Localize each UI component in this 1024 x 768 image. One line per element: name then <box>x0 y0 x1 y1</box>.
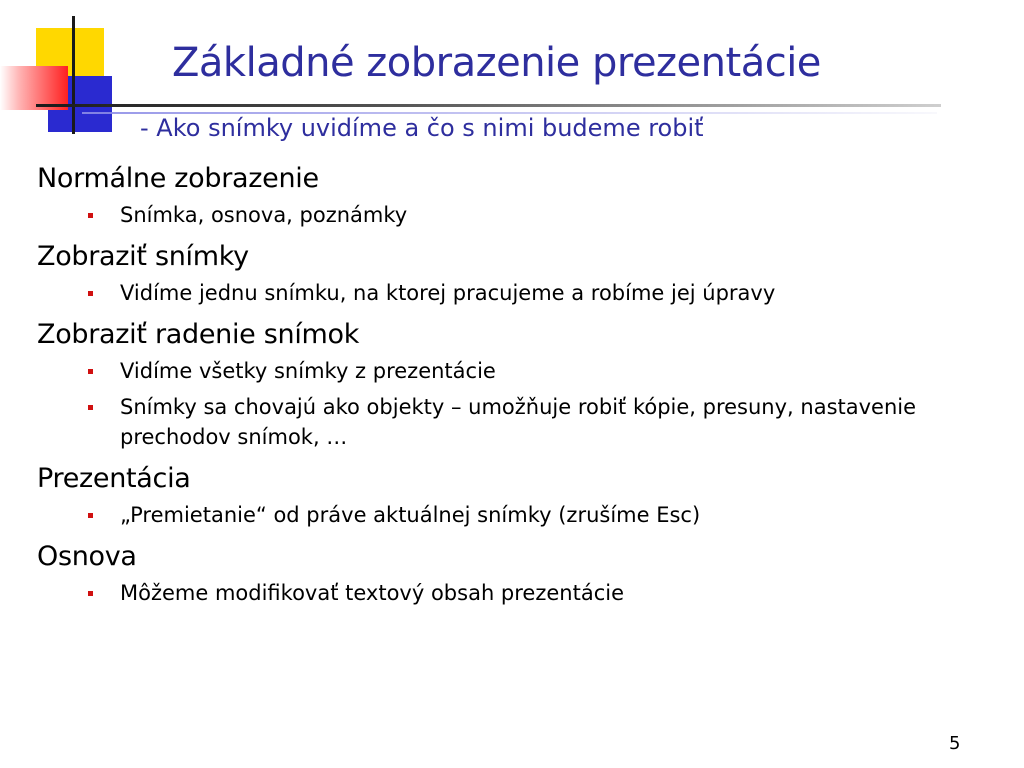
slide-content <box>37 160 977 616</box>
page-number: 5 <box>949 733 961 754</box>
section-heading: Zobraziť snímky <box>37 241 249 272</box>
section-heading: Osnova <box>37 541 137 572</box>
slide-title: Základné zobrazenie prezentácie <box>172 40 821 86</box>
bullet-item <box>37 392 977 452</box>
bullet-list <box>37 578 977 608</box>
bullet-text: Snímka, osnova, poznámky <box>120 203 408 227</box>
bullet-text: Môžeme modifikovať textový obsah prezentácie <box>120 581 624 605</box>
title-underline <box>36 104 941 107</box>
bullet-item <box>37 200 977 230</box>
bullet-item <box>37 578 977 608</box>
bullet-text: Vidíme jednu snímku, na ktorej pracujeme a robíme jej úpravy <box>120 281 776 305</box>
square-bullet-icon <box>88 591 93 596</box>
section-heading: Prezentácia <box>37 463 191 494</box>
square-bullet-icon <box>88 369 93 374</box>
bullet-text: Vidíme všetky snímky z prezentácie <box>120 359 496 383</box>
slide-subtitle: - Ako snímky uvidíme a čo s nimi budeme robiť <box>140 114 704 142</box>
bullet-list <box>37 500 977 530</box>
bullet-item <box>37 356 977 386</box>
bullet-list <box>37 356 977 452</box>
section-slide-view <box>37 238 977 308</box>
section-slide-sorter-view <box>37 316 977 452</box>
bullet-text: Snímky sa chovajú ako objekty – umožňuje robiť kópie, presuny, nastavenie prechodov snímok, … <box>120 395 917 449</box>
section-heading: Zobraziť radenie snímok <box>37 319 360 350</box>
bullet-list <box>37 278 977 308</box>
square-bullet-icon <box>88 213 93 218</box>
bullet-item <box>37 278 977 308</box>
square-bullet-icon <box>88 291 93 296</box>
square-bullet-icon <box>88 513 93 518</box>
section-heading: Normálne zobrazenie <box>37 163 319 194</box>
square-bullet-icon <box>88 405 93 410</box>
bullet-item <box>37 500 977 530</box>
bullet-text: „Premietanie“ od práve aktuálnej snímky (zrušíme Esc) <box>120 503 701 527</box>
bullet-list <box>37 200 977 230</box>
section-outline <box>37 538 977 608</box>
section-presentation <box>37 460 977 530</box>
section-normal-view <box>37 160 977 230</box>
vertical-line-decoration <box>72 16 75 134</box>
